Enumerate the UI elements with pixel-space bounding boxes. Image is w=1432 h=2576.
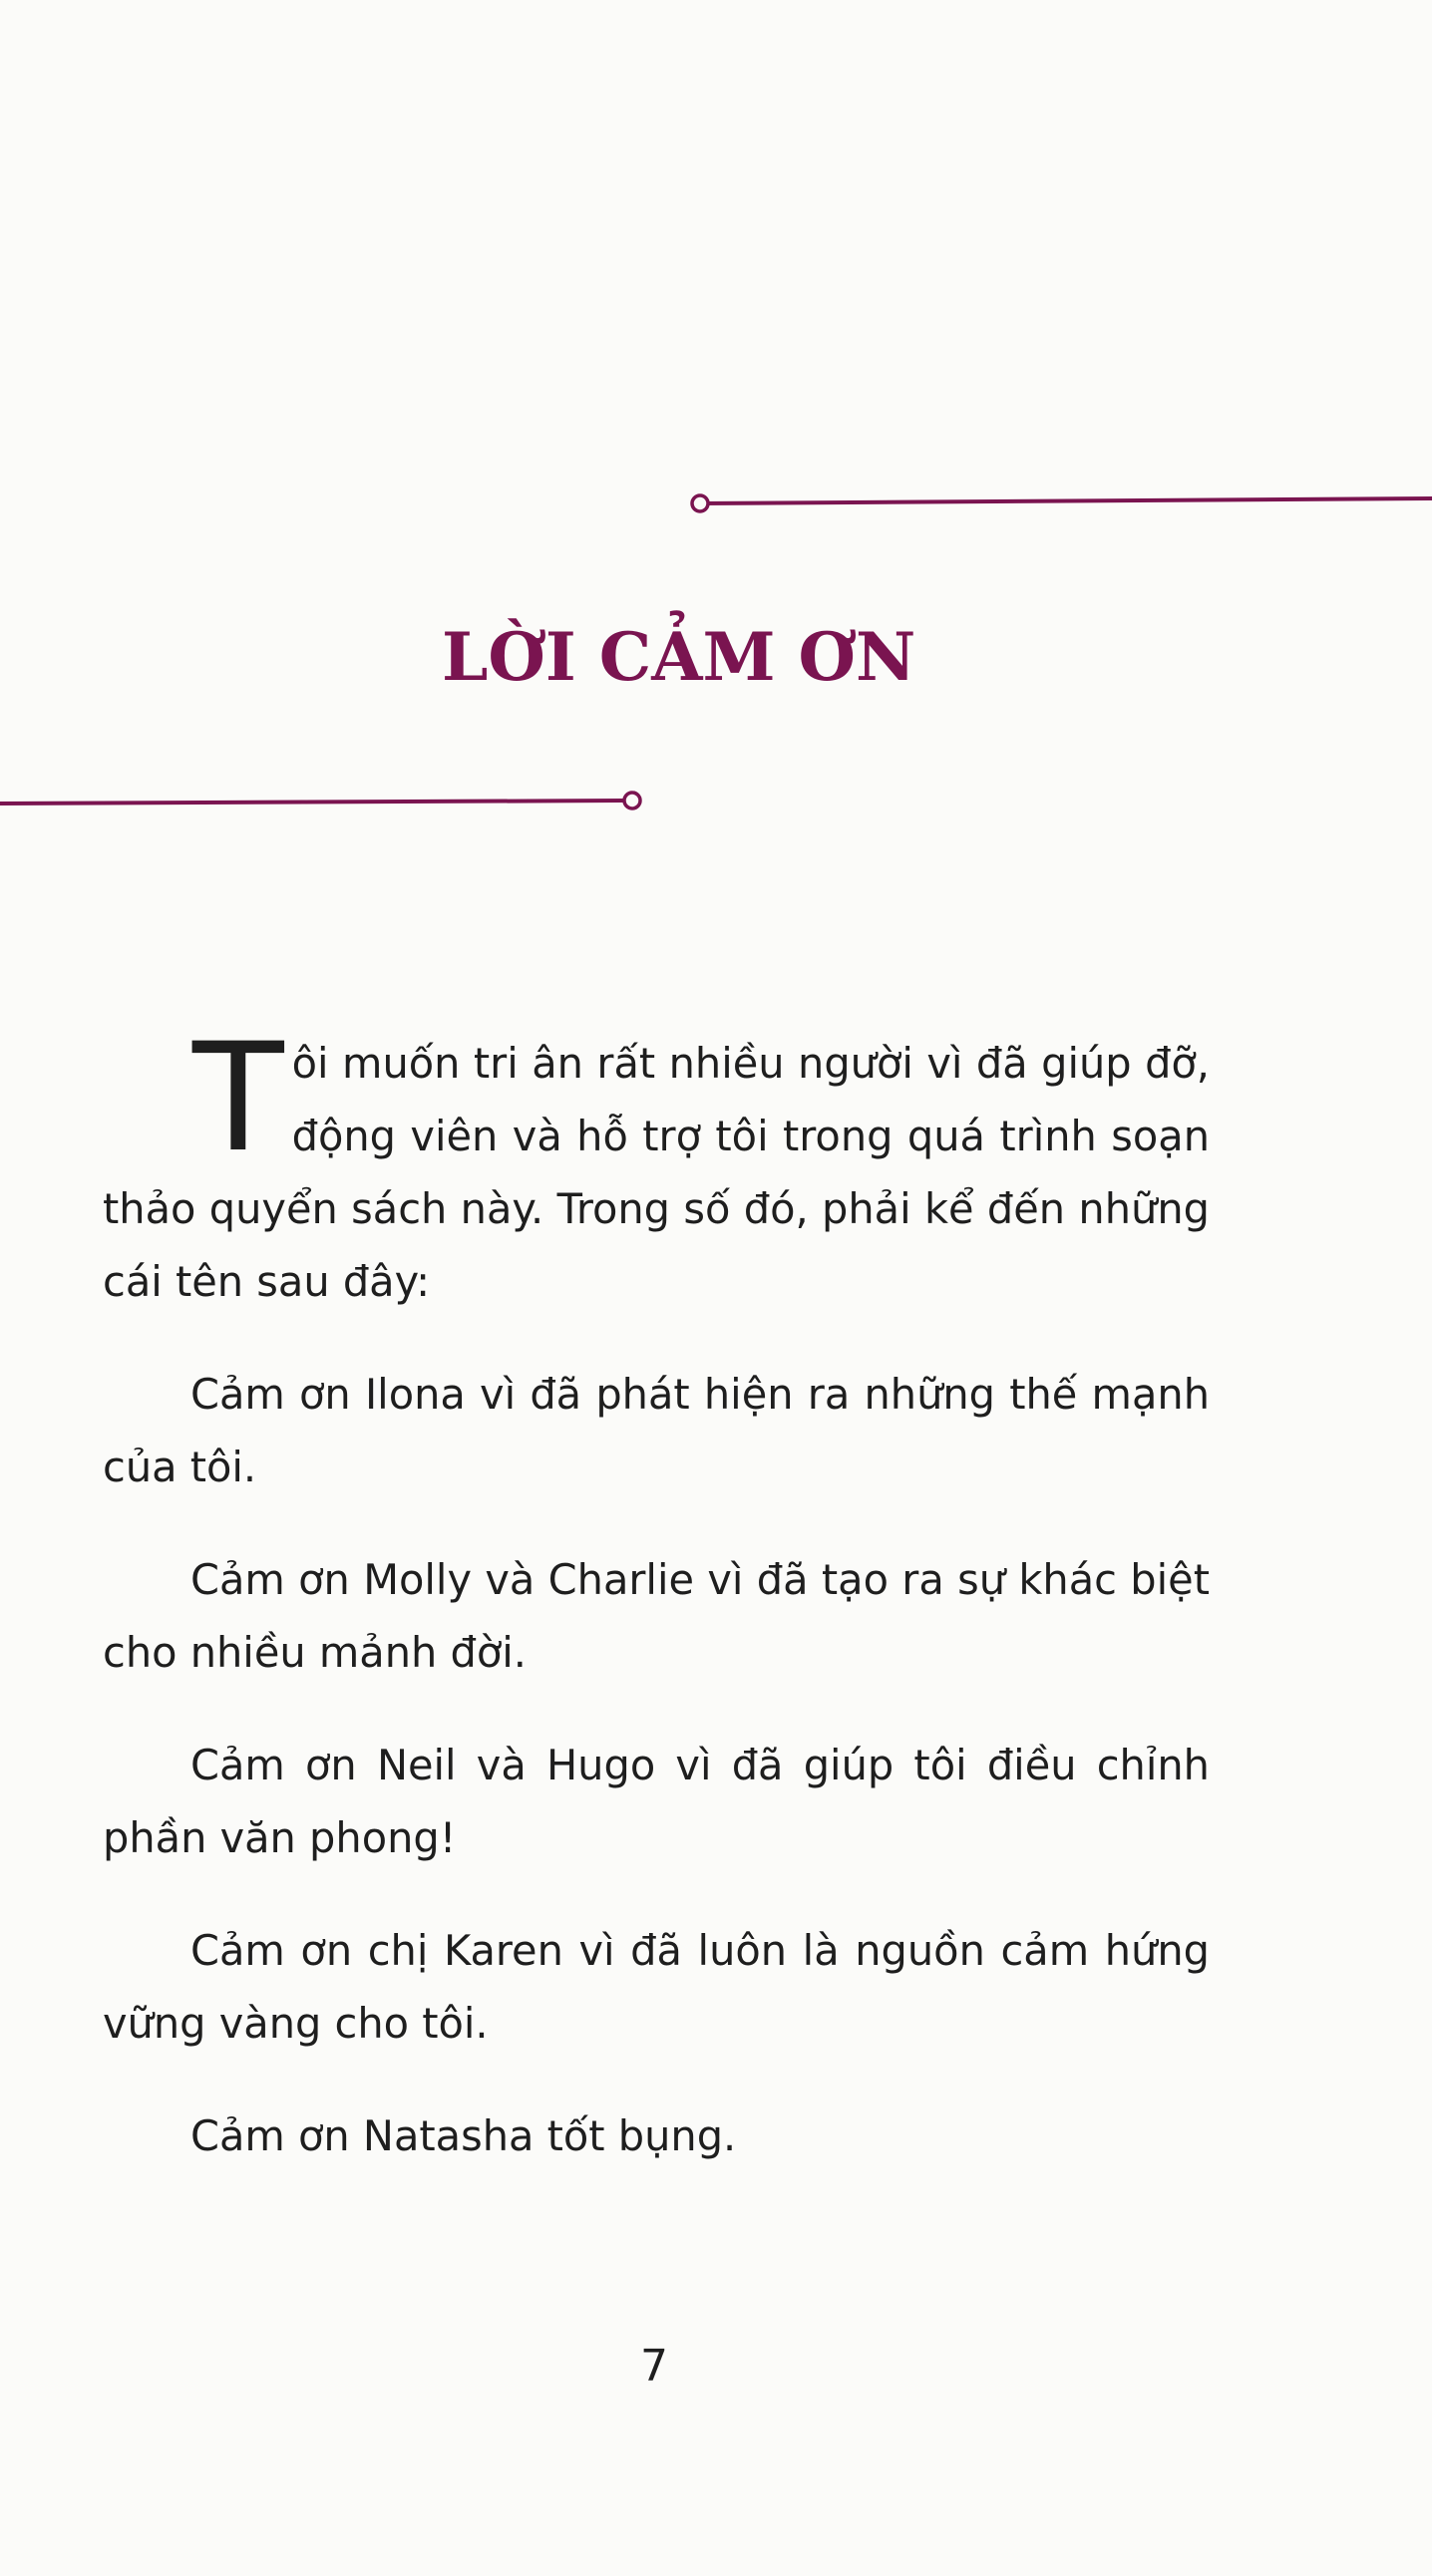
top-decorative-rule <box>678 488 1432 518</box>
page-title: LỜI CẢM ƠN <box>442 618 916 696</box>
paragraph-karen: Cảm ơn chị Karen vì đã luôn là nguồn cảm hứng vững vàng cho tôi. <box>103 1926 1210 2048</box>
intro-text: ôi muốn tri ân rất nhiều người vì đã giúp đỡ, động viên và hỗ trợ tôi trong quá trình soạn thảo quyển sách này. Trong số đó, phải kể đến những cái tên sau đây: <box>103 1039 1210 1306</box>
paragraph-natasha: Cảm ơn Natasha tốt bụng. <box>190 2111 737 2160</box>
drop-cap: T <box>192 1012 284 1185</box>
page-number: 7 <box>640 2341 668 2392</box>
bottom-decorative-rule <box>0 786 658 815</box>
body-text <box>103 1012 1210 2212</box>
paragraph-neil-hugo: Cảm ơn Neil và Hugo vì đã giúp tôi điều chỉnh phần văn phong! <box>103 1741 1210 1862</box>
paragraph-ilona: Cảm ơn Ilona vì đã phát hiện ra những thế mạnh của tôi. <box>103 1370 1210 1491</box>
intro-paragraph <box>103 1012 1210 1318</box>
paragraph-molly-charlie: Cảm ơn Molly và Charlie vì đã tạo ra sự khác biệt cho nhiều mảnh đời. <box>103 1555 1210 1677</box>
